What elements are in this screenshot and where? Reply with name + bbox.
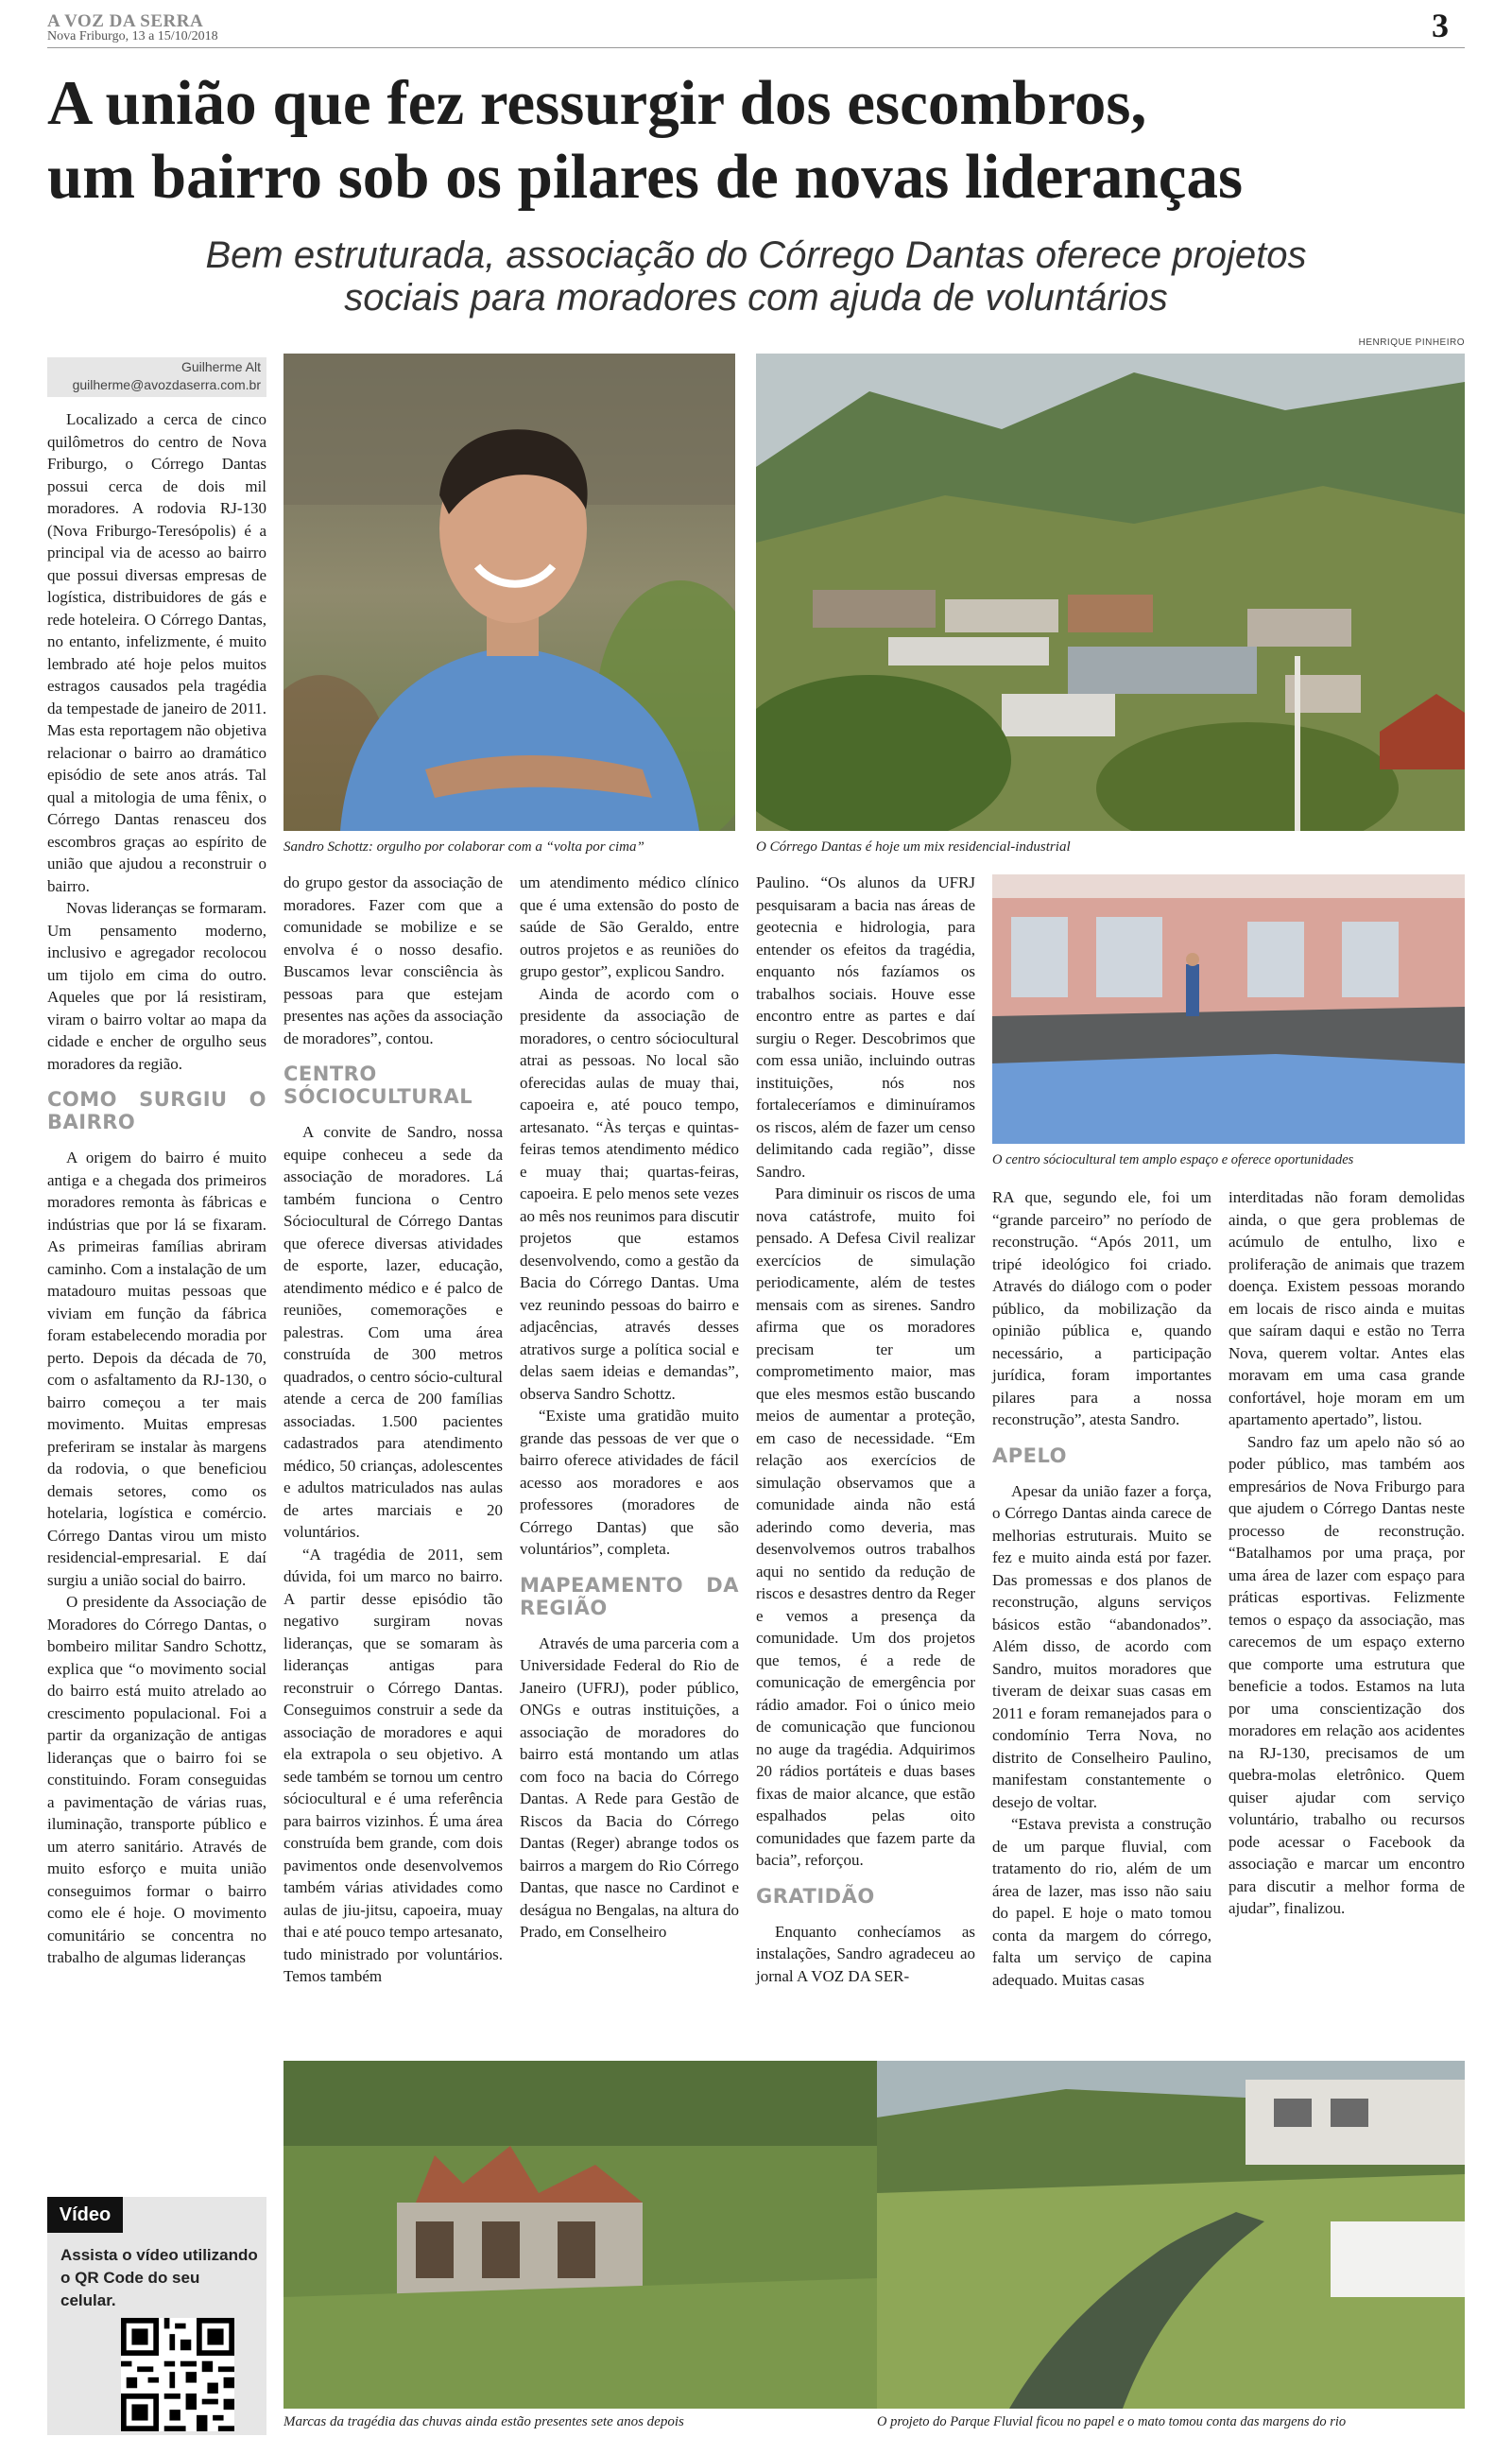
- paragraph: Apesar da união fazer a força, o Córrego Dantas ainda carece de melhorias estruturais. Muito se fez e muito ainda está por fazer. Das promessas e dos planos de reconstrução, alguns serviços básicos estão “abandonados”. Além disso, de acordo com Sandro, muitos moradores que tiveram de deixar suas casas em 2011 e foram remanejados para o condomínio Terra Nova, no distrito de Conselheiro Paulino, manifestam constantemente o desejo de voltar.: [992, 1481, 1211, 1811]
- hall-caption: O centro sóciocultural tem amplo espaço e oferece oportunidades: [992, 1152, 1354, 1167]
- header-divider: [47, 47, 1465, 48]
- article-column-6: [1228, 1186, 1465, 2045]
- paragraph: Sandro faz um apelo não só ao poder público, mas também aos empresários de Nova Friburgo para que ajudem o Córrego Dantas neste processo de reconstrução. “Batalhamos por uma praça, por uma área de lazer com espaço para práticas esportivas. Felizmente temos o espaço da associação, mas carecemos de um espaço externo que comporte uma estrutura que beneficie a todos. Estamos na luta por uma conscientização dos moradores em relação aos acidentes na RJ-130, precisamos de um quebra-molas eletrônico. Quem quiser ajudar com serviço voluntário, trabalho ou recursos pode acessar o Facebook da associação e marcar um encontro para discutir a melhor forma de ajudar”, finalizou.: [1228, 1432, 1465, 1917]
- section-heading: CENTRO SÓCIOCULTURAL: [284, 1063, 473, 1108]
- byline: [47, 357, 266, 397]
- portrait-photo: [284, 354, 735, 831]
- river-caption: O projeto do Parque Fluvial ficou no papel e o mato tomou conta das margens do rio: [877, 2414, 1347, 2429]
- paragraph: um atendimento médico clínico que é uma extensão do posto de saúde de São Geraldo, entre outros projetos e as reuniões do grupo gestor”, explicou Sandro.: [520, 873, 739, 980]
- article-column-1: [47, 408, 266, 2152]
- paragraph: RA que, segundo ele, foi um “grande parceiro” no período de reconstrução. “Após 2011, um tripé ideológico foi criado. Através do diálogo com o poder público, da mobilização da opinião pública e, quando necessário, a participação jurídica, foram importantes pilares para a nossa reconstrução”, atesta Sandro.: [992, 1188, 1211, 1428]
- article-column-5: [992, 1186, 1211, 2045]
- author-email[interactable]: guilherme@avozdaserra.com.br: [72, 377, 261, 392]
- section-heading: GRATIDÃO: [756, 1884, 875, 1908]
- subheadline-line-1: Bem estruturada, associação do Córrego Dantas oferece projetos: [205, 234, 1307, 276]
- qr-code-icon[interactable]: [121, 2318, 234, 2431]
- paragraph: “Existe uma gratidão muito grande das pessoas de ver que o bairro oferece atividades de fácil acesso aos moradores e aos professores (moradores de Córrego Dantas) que são voluntários”, completa.: [520, 1407, 739, 1558]
- subheadline: [94, 234, 1418, 320]
- section-heading: APELO: [992, 1443, 1067, 1467]
- paragraph: O presidente da Associação de Moradores do Córrego Dantas, o bombeiro militar Sandro Schottz, explica que “o movimento social do bairro está muito atrelado ao crescimento populacional. Foi a partir da organização de antigas lideranças que o bairro foi se constituindo. Foram conseguidas a pavimentação de várias ruas, iluminação, transporte público e um aterro sanitário. Através de muito esforço e muita união conseguimos formar o bairro como ele é hoje. O movimento comunitário se concentra no trabalho de algumas lideranças: [47, 1593, 266, 1966]
- author-name: Guilherme Alt: [180, 359, 261, 374]
- video-instructions: Assista o vídeo utilizando o QR Code do seu celular.: [60, 2246, 258, 2309]
- headline-line-1: A união que fez ressurgir dos escombros,: [47, 68, 1147, 138]
- paragraph: Enquanto conhecíamos as instalações, Sandro agradeceu ao jornal A VOZ DA SER-: [756, 1922, 975, 1985]
- landscape-caption: O Córrego Dantas é hoje um mix residencial-industrial: [756, 839, 1071, 855]
- article-column-3: [520, 872, 739, 2044]
- paragraph: Ainda de acordo com o presidente da associação de moradores, o centro sóciocultural atrai as pessoas. No local são oferecidas aulas de muay thai, capoeira e, até pouco tempo, artesanato. “Às terças e quintas-feiras temos atendimento médico e muay thai; quartas-feiras, capoeira. E pelo menos sete vezes ao mês nos reunimos para discutir projetos que estamos desenvolvendo, como a gestão da Bacia do Córrego Dantas. Uma vez reunindo pessoas do bairro e adjacências, através desses atrativos surge a política social e delas saem ideias e demandas”, observa Sandro Schottz.: [520, 984, 739, 1403]
- paragraph: “A tragédia de 2011, sem dúvida, foi um marco no bairro. A partir desse episódio tão negativo surgiram novas lideranças, que se somaram às lideranças antigas para reconstruir o Córrego Dantas. Conseguimos construir a sede da associação de moradores e aqui ela extrapola o seu objetivo. A sede também se tornou um centro sóciocultural e é uma referência para bairros vizinhos. É uma área construída bem grande, com dois pavimentos onde desenvolvemos também várias atividades como aulas de jiu-jitsu, capoeira, muay thai e até pouco tempo artesanato, tudo ministrado por voluntários. Temos também: [284, 1545, 503, 1985]
- ruins-photo: [284, 2061, 877, 2409]
- paragraph: A convite de Sandro, nossa equipe conheceu a sede da associação de moradores. Lá também funciona o Centro Sóciocultural de Córrego Dantas que oferece diversas atividades de esporte, lazer, educação, atendimento médico e é palco de reuniões, comemorações e palestras. Com uma área construída de 300 metros quadrados, o centro sócio-cultural atende a cerca de 200 famílias associadas. 1.500 pacientes cadastrados para atendimento médico, 50 crianças, adolescentes e adultos matriculados nas aulas de artes marciais e 20 voluntários.: [284, 1123, 503, 1541]
- paragraph: A origem do bairro é muito antiga e a chegada dos primeiros moradores remonta às fábricas e indústrias que por lá se fixaram. As primeiras famílias abriram caminho. Com a instalação de um matadouro muitas pessoas que viviam em função da fábrica foram estabelecendo moradia por perto. Depois da década de 70, com o asfaltamento da RJ-130, o bairro começou a ter mais movimento. Muitas empresas preferiram se instalar às margens da rodovia, o que beneficiou demais setores, como os hotelaria, logística e comércio. Córrego Dantas virou um misto residencial-empresarial. E daí surgiu a união social do bairro.: [47, 1149, 266, 1589]
- paragraph: Novas lideranças se formaram. Um pensamento moderno, inclusivo e agregador recolocou um tijolo em cima do outro. Aqueles que por lá resistiram, viram o bairro voltar ao mapa da cidade e encher de orgulho seus moradores da região.: [47, 899, 266, 1073]
- article-column-2: [284, 872, 503, 2044]
- newspaper-name: A VOZ DA SERRA: [47, 11, 204, 31]
- section-heading: COMO SURGIU O BAIRRO: [47, 1088, 266, 1133]
- paragraph: interditadas não foram demolidas ainda, o que gera problemas de acúmulo de entulho, lixo e proliferação de animais que trazem doença. Existem pessoas morando em locais de risco ainda e muitas que saíram daqui e estão no Terra Nova, querem voltar. Antes elas moravam em uma casa grande confortável, hoje moram em um apartamento apertado”, listou.: [1228, 1188, 1465, 1428]
- paragraph: Através de uma parceria com a Universidade Federal do Rio de Janeiro (UFRJ), poder público, ONGs e outras instituições, a associação de moradores do bairro está montando um atlas com foco na bacia do Córrego Dantas. A Rede para Gestão de Riscos da Bacia do Córrego Dantas (Reger) abrange todos os bairros a margem do Rio Córrego Dantas, que nasce no Cardinot e deságua no Bengalas, na altura do Prado, em Conselheiro: [520, 1633, 739, 1941]
- article-column-4: [756, 872, 975, 2044]
- paragraph: Para diminuir os riscos de uma nova catástrofe, muito foi pensado. A Defesa Civil realizar exercícios de simulação periodicamente, além de testes mensais com as sirenes. Sandro afirma que os moradores precisam ter um comprometimento maior, mas que eles mesmos estão buscando meios de aumentar a proteção, em caso de necessidade. “Em relação aos exercícios de simulação observamos que a comunidade ainda não está aderindo como deveria, mas desenvolvemos outros trabalhos aqui no sentido da redução de riscos e desastres dentro da Reger e vemos a presença da comunidade. Um dos projetos que temos, é a rede de comunicação de emergência por rádio amador. Foi o único meio de comunicação que funcionou no auge da tragédia. Adquirimos 20 rádios portáteis e duas bases fixas de maior alcance, que estão espalhados pelas oito comunidades que fazem parte da bacia”, reforçou.: [756, 1184, 975, 1869]
- headline-line-2: um bairro sob os pilares de novas lideranças: [47, 142, 1244, 212]
- headline: [47, 66, 1484, 214]
- section-heading: MAPEAMENTO DA REGIÃO: [520, 1573, 739, 1619]
- ruins-caption: Marcas da tragédia das chuvas ainda estão presentes sete anos depois: [284, 2414, 684, 2429]
- subheadline-line-2: sociais para moradores com ajuda de voluntários: [344, 277, 1168, 319]
- paragraph: Localizado a cerca de cinco quilômetros do centro de Nova Friburgo, o Córrego Dantas possui cerca de dois mil moradores. A rodovia RJ-130 (Nova Friburgo-Teresópolis) é a principal via de acesso ao bairro que possui diversas empresas de logística, distribuidores de gás e rede hoteleira. O Córrego Dantas, no entanto, infelizmente, é muito lembrado até hoje pelos muitos estragos causados pela tragédia da tempestade de janeiro de 2011. Mas esta reportagem não objetiva relacionar o bairro ao dramático episódio de sete anos atrás. Tal qual a mitologia de uma fênix, o Córrego Dantas renasceu dos escombros graças ao espírito de união que ajudou a reconstruir o bairro.: [47, 410, 266, 895]
- landscape-photo: [756, 354, 1465, 831]
- photo-credit: HENRIQUE PINHEIRO: [1358, 337, 1465, 348]
- paragraph: “Estava prevista a construção de um parque fluvial, com tratamento do rio, além de um área de lazer, mas isso não saiu do papel. E hoje o mato tomou conta da margem do córrego, falta um serviço de capina adequado. Muitas casas: [992, 1815, 1211, 1989]
- portrait-caption: Sandro Schottz: orgulho por colaborar com a “volta por cima”: [284, 839, 644, 855]
- river-photo: [877, 2061, 1465, 2409]
- paragraph: Paulino. “Os alunos da UFRJ pesquisaram a bacia nas áreas de geotecnia e hidrologia, para entender os efeitos da tragédia, enquanto nós fazíamos os trabalhos sociais. Houve esse encontro entre as partes e daí surgiu o Reger. Descobrimos que com essa união, incluindo outras instituições, nós nos fortaleceríamos e diminuíramos os riscos, além de fazer um censo delimitando cada região”, disse Sandro.: [756, 873, 975, 1181]
- edition-date: Nova Friburgo, 13 a 15/10/2018: [47, 29, 218, 43]
- page-number: 3: [1432, 7, 1449, 44]
- paragraph: do grupo gestor da associação de moradores. Fazer com que a comunidade se mobilize e se envolva é o nosso desafio. Buscamos levar consciência às pessoas para que estejam presentes nas ações da associação de moradores”, contou.: [284, 873, 503, 1047]
- hall-photo: [992, 874, 1465, 1144]
- video-tab-label: Vídeo: [47, 2197, 123, 2233]
